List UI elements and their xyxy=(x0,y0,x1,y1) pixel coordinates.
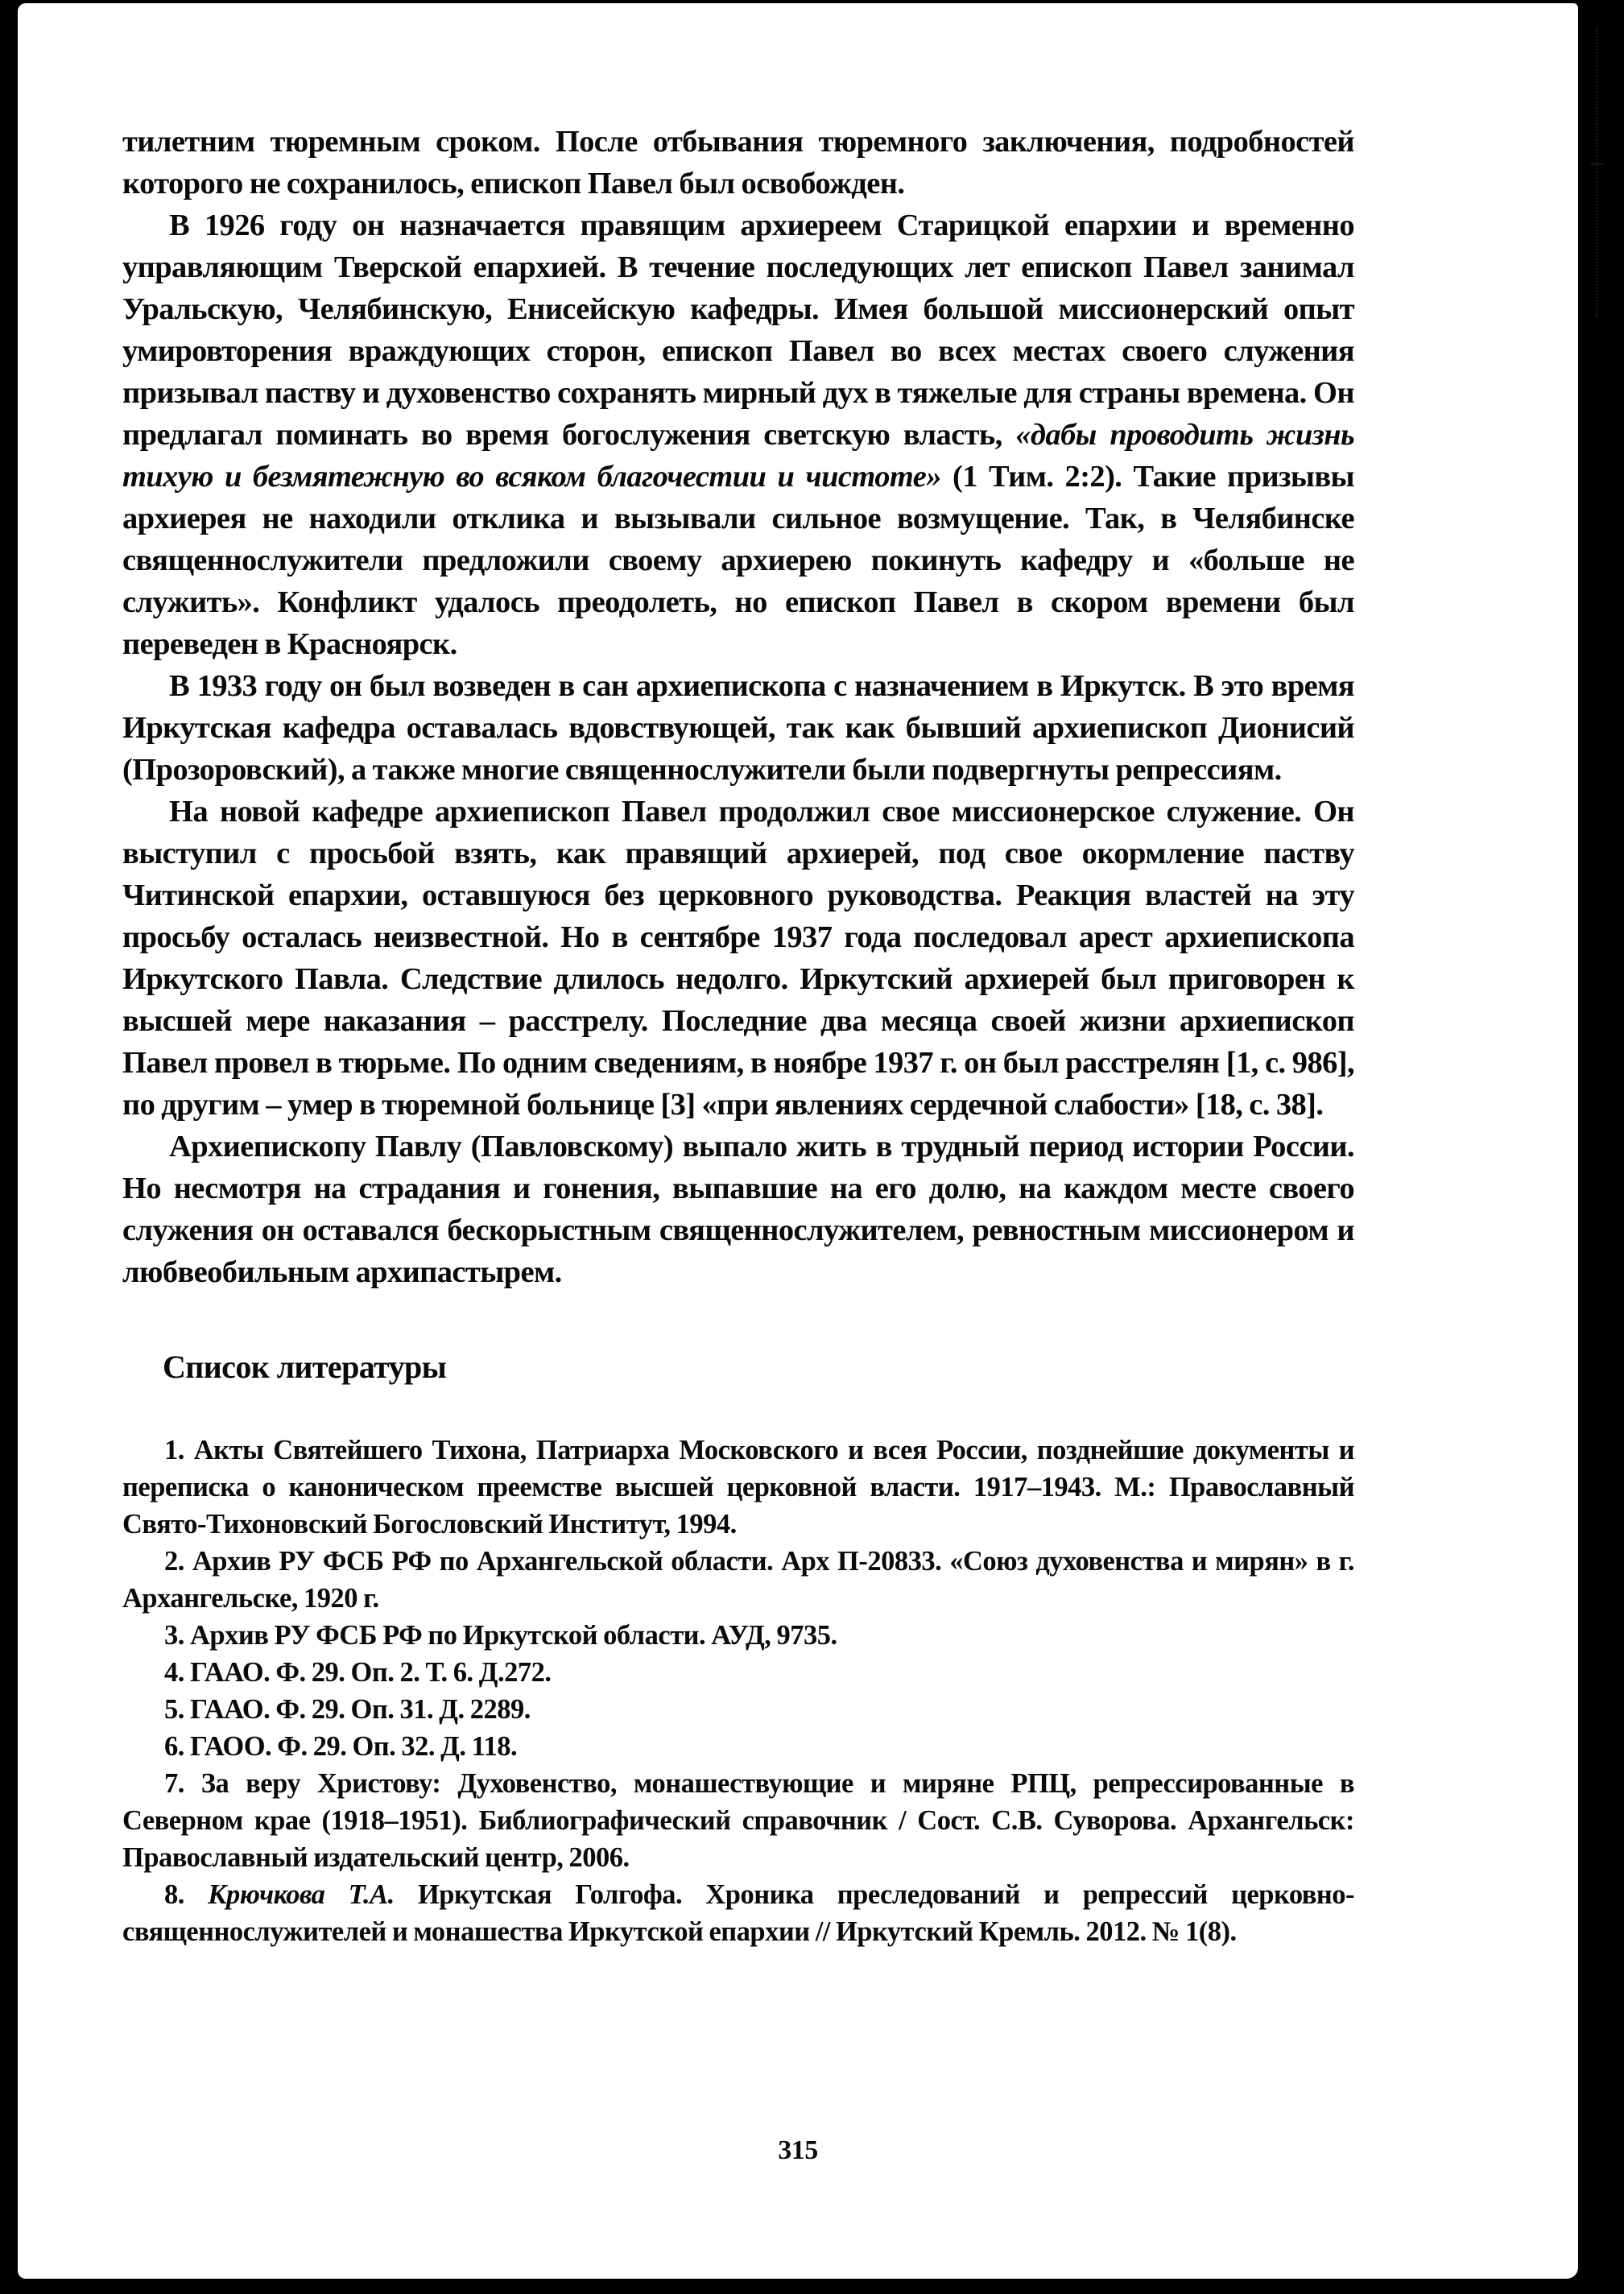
book-page xyxy=(18,3,1578,2279)
paragraph-2-text-after-quote: (1 Тим. 2:2). Такие призывы архиерея не находили отклика и вызывали сильное возмущение. Так, в Челябинске священнослужители предложили своему архиерею покинуть кафедру и «больше не служить». Конфликт удалось преодолеть, но епископ Павел в скором времени был переведен в Красноярск. xyxy=(122,460,1355,661)
page-content xyxy=(122,121,1354,1950)
paragraph-2-text-before-quote: В 1926 году он назначается правящим архиереем Старицкой епархии и временно управляющим Тверской епархией. В течение последующих лет епископ Павел занимал Уральскую, Челябинскую, Енисейскую кафедры. Имея большой миссионерский опыт умировторения враждующих сторон, епископ Павел во всех местах своего служения призывал паству и духовенство сохранять мирный дух в тяжелые для страны времена. Он предлагал поминать во время богослужения светскую власть, xyxy=(122,209,1354,452)
bibliography-item-8-author: Крючкова Т.А. xyxy=(208,1879,395,1910)
bibliography-item-1: 1. Акты Святейшего Тихона, Патриарха Московского и всея России, позднейшие документы и переписка о каноническом преемстве высшей церковной власти. 1917–1943. М.: Православный Свято-Тихоновский Богословский Институт, 1994. xyxy=(122,1435,1354,1540)
page-number: 315 xyxy=(778,2135,818,2165)
bibliography-item-7: 7. За веру Христову: Духовенство, монашествующие и миряне РПЦ, репрессированные в Северном крае (1918–1951). Библиографический справочник / Сост. С.В. Суворова. Архангельск: Православный издательский центр, 2006. xyxy=(122,1768,1354,1873)
bibliography-item-2: 2. Архив РУ ФСБ РФ по Архангельской области. Арх П-20833. «Союз духовенства и мирян» в г. Архангельске, 1920 г. xyxy=(122,1546,1354,1614)
scripture-quote: «дабы проводить жизнь тихую и безмятежную во всяком благочестии и чистоте» xyxy=(122,418,1354,494)
bibliography-heading: Список литературы xyxy=(163,1349,447,1385)
paragraph-4: На новой кафедре архиепископ Павел продолжил свое миссионерское служение. Он выступил с просьбой взять, как правящий архиерей, под свое окормление паству Читинской епархии, оставшуюся без церковного руководства. Реакция властей на эту просьбу осталась неизвестной. Но в сентябре 1937 года последовал арест архиепископа Иркутского Павла. Следствие длилось недолго. Иркутский архиерей был приговорен к высшей мере наказания – расстрелу. Последние два месяца своей жизни архиепископ Павел провел в тюрьме. По одним сведениям, в ноябре 1937 г. он был расстрелян [1, с. 986], по другим – умер в тюремной больнице [3] «при явлениях сердечной слабости» [18, с. 38]. xyxy=(122,795,1354,1122)
bibliography-item-8 xyxy=(122,1876,1354,1950)
bibliography-item-6: 6. ГАОО. Ф. 29. Оп. 32. Д. 118. xyxy=(164,1731,518,1762)
paragraph-5: Архиепископу Павлу (Павловскому) выпало жить в трудный период истории России. Но несмотря на страдания и гонения, выпавшие на его долю, на каждом месте своего служения он оставался бескорыстным священнослужителем, ревностным миссионером и любвеобильным архипастырем. xyxy=(122,1130,1354,1289)
bibliography-item-4: 4. ГААО. Ф. 29. Оп. 2. Т. 6. Д.272. xyxy=(164,1657,552,1688)
bibliography-item-8-number: 8. xyxy=(164,1879,209,1910)
paragraph-2 xyxy=(122,205,1354,665)
body-text xyxy=(122,121,1354,1293)
paragraph-3: В 1933 году он был возведен в сан архиепископа с назначением в Иркутск. В это время Иркутская кафедра оставалась вдовствующей, так как бывший архиепископ Дионисий (Прозоровский), а также многие священнослужители были подвергнуты репрессиям. xyxy=(122,669,1354,787)
bibliography-item-5: 5. ГААО. Ф. 29. Оп. 31. Д. 2289. xyxy=(164,1694,531,1725)
paragraph-1: тилетним тюремным сроком. После отбывания тюремного заключения, подробностей которого не сохранилось, епископ Павел был освобожден. xyxy=(122,125,1354,200)
bibliography-list xyxy=(122,1432,1354,1950)
scan-margin-mark xyxy=(1591,163,1604,173)
bibliography-item-3: 3. Архив РУ ФСБ РФ по Иркутской области. АУД, 9735. xyxy=(164,1620,837,1651)
bibliography-item-8-text: Иркутская Голгофа. Хроника преследований и репрессий церковно-священнослужителей и монашества Иркутской епархии // Иркутский Кремль. 2012. № 1(8). xyxy=(122,1879,1355,1947)
